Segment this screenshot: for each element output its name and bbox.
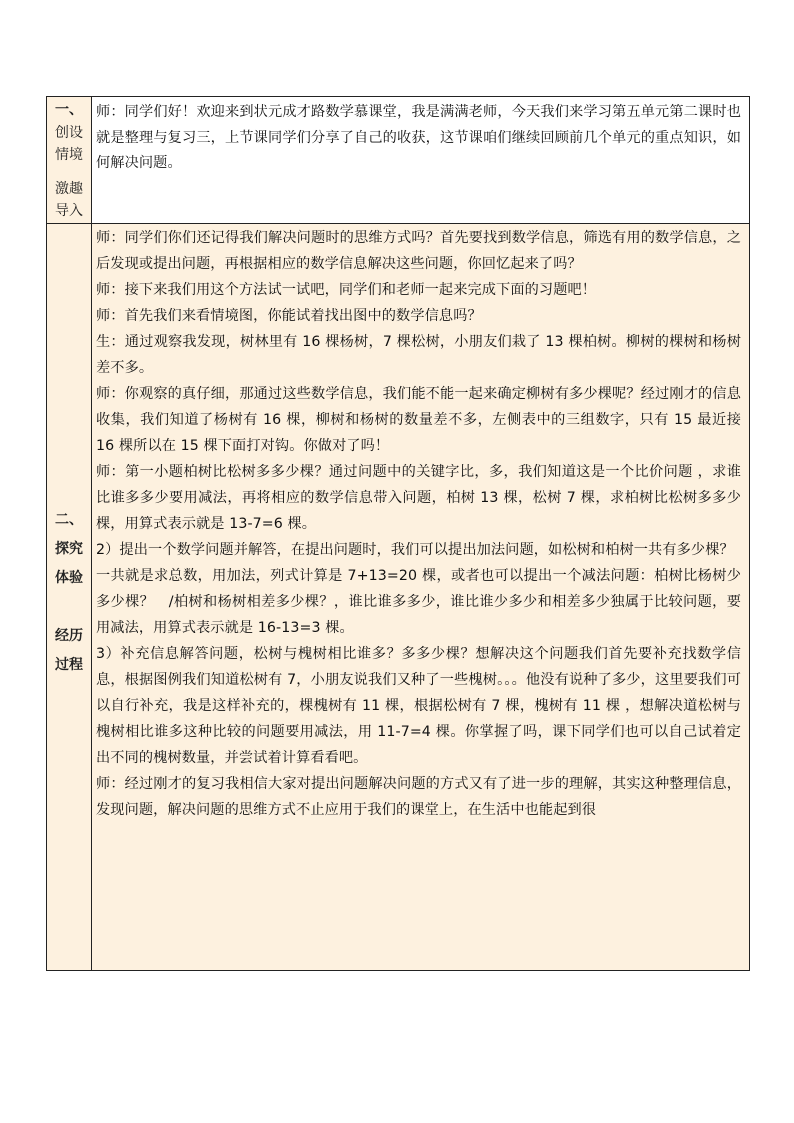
paragraph: 师：首先我们来看情境图，你能试着找出图中的数学信息吗？ (96, 308, 482, 324)
paragraph: 师：同学们好！欢迎来到状元成才路数学慕课堂，我是满满老师，今天我们来学习第五单元第二课时也就是整理与复习三，上节课同学们分享了自己的收获，这节课咱们继续回顾前几个单元的重点知识，如何解决问题。 (96, 104, 741, 171)
section-label: 二、 (55, 512, 83, 528)
section-label: 导入 (55, 203, 83, 219)
section-label: 激趣 (55, 181, 83, 197)
section-label: 体验 (55, 570, 83, 586)
paragraph: 师：同学们你们还记得我们解决问题时的思维方式吗？首先要找到数学信息，筛选有用的数学信息，之后发现或提出问题，再根据相应的数学信息解决这些问题，你回忆起来了吗？ (96, 230, 741, 272)
paragraph: 生：通过观察我发现，树林里有 16 棵杨树，7 棵松树，小朋友们栽了 13 棵柏树。柳树的棵树和杨树差不多。 (96, 334, 741, 376)
table-row (47, 224, 750, 971)
section-label-cell (47, 224, 92, 971)
section-label: 过程 (55, 657, 83, 673)
paragraph: 2）提出一个数学问题并解答，在提出问题时，我们可以提出加法问题，如松树和柏树一共有多少棵？ (96, 542, 734, 558)
section-label: 创设 (55, 125, 83, 141)
section-label-cell (47, 97, 92, 224)
section-content-cell (92, 97, 750, 224)
section-label: 探究 (55, 541, 83, 557)
lesson-plan-table (46, 96, 750, 971)
section-content-cell (92, 224, 750, 971)
paragraph: 3）补充信息解答问题，松树与槐树相比谁多？多多少棵？想解决这个问题我们首先要补充找数学信息，根据图例我们知道松树有 7，小朋友说我们又种了一些槐树。。。他没有说种了多少，这里要我们可以自行补充，我是这样补充的，棵槐树有 11 棵，根据松树有 7 棵，槐树有 11 棵 ，想解决道松树与槐树相比谁多这种比较的问题要用减法，用 11-7=4 棵。你掌握了吗，课下同学们也可以自己试着定出不同的槐树数量，并尝试着计算看看吧。 (96, 646, 741, 766)
section-label: 一、 (55, 102, 83, 118)
paragraph: 师：第一小题柏树比松树多多少棵？通过问题中的关键字比，多，我们知道这是一个比价问题 ，求谁比谁多多少要用减法，再将相应的数学信息带入问题，柏树 13 棵，松树 7 棵，求柏树比松树多多少棵，用算式表示就是 13-7=6 棵。 (96, 464, 741, 532)
table-row (47, 97, 750, 224)
paragraph: 一共就是求总数，用加法，列式计算是 7+13=20 棵，或者也可以提出一个减法问题：柏树比杨树少多少棵？ /柏树和杨树相差多少棵？，谁比谁多多少，谁比谁少多少和相差多少独属于比较问题，要用减法，用算式表示就是 16-13=3 棵。 (96, 568, 741, 636)
paragraph: 师：你观察的真仔细，那通过这些数学信息，我们能不能一起来确定柳树有多少棵呢？经过刚才的信息收集，我们知道了杨树有 16 棵，柳树和杨树的数量差不多，左侧表中的三组数字，只有 15 最近接 16 棵所以在 15 棵下面打对钩。你做对了吗！ (96, 386, 741, 454)
paragraph: 师：经过刚才的复习我相信大家对提出问题解决问题的方式又有了进一步的理解，其实这种整理信息，发现问题，解决问题的思维方式不止应用于我们的课堂上，在生活中也能起到很 (96, 776, 741, 818)
section-label: 情境 (55, 147, 83, 163)
paragraph: 师：接下来我们用这个方法试一试吧，同学们和老师一起来完成下面的习题吧！ (96, 282, 597, 298)
section-label: 经历 (55, 628, 83, 644)
